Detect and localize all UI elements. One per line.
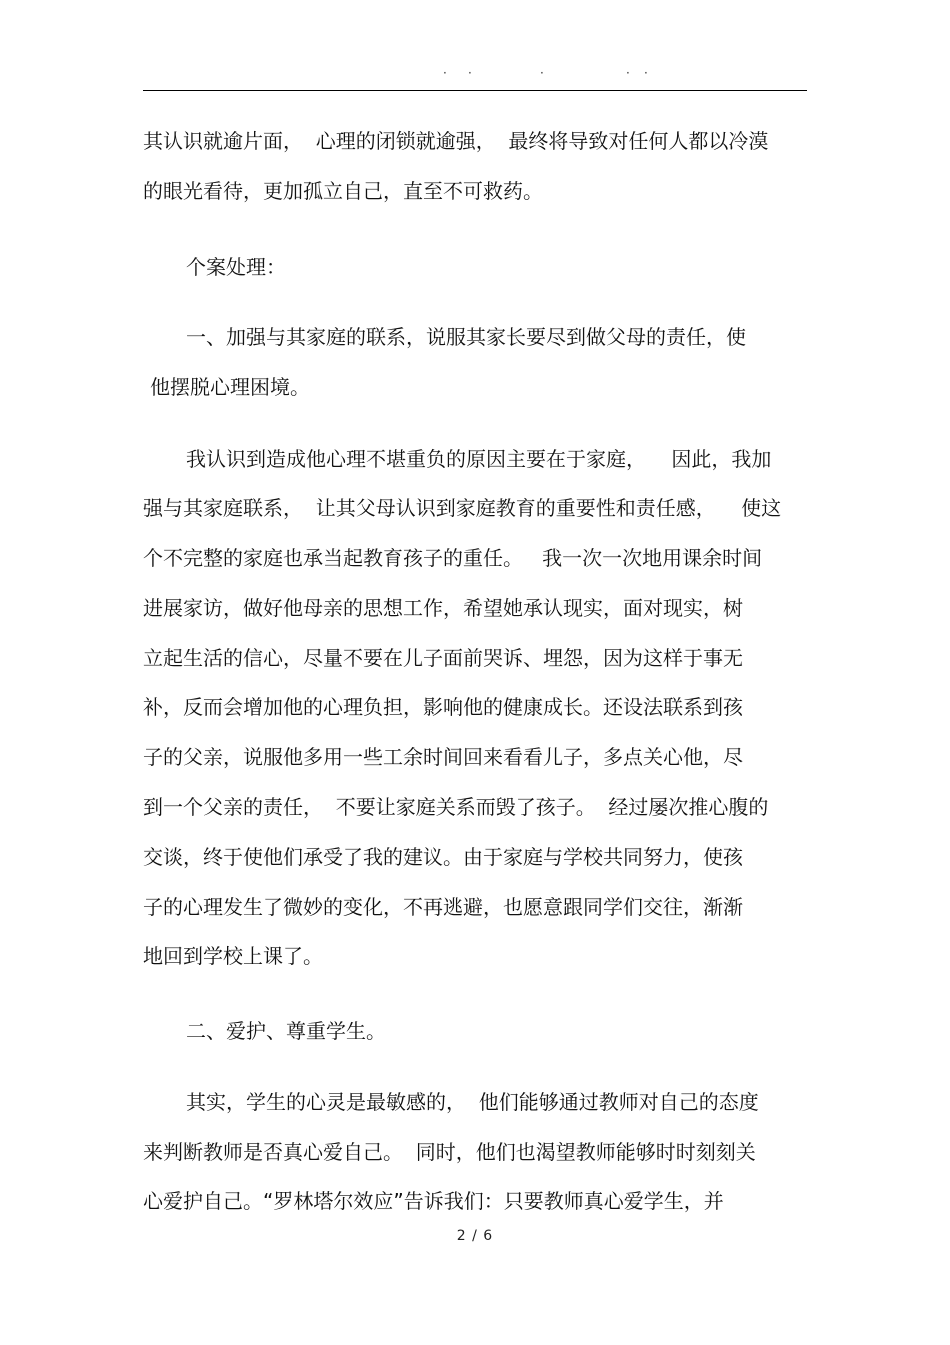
- text-line: 我认识到造成他心理不堪重负的原因主要在于家庭， 因此，我加: [186, 447, 772, 471]
- text-line: 的眼光看待，更加孤立自己，直至不可救药。: [143, 179, 543, 203]
- text-line: 其认识就逾片面， 心理的闭锁就逾强， 最终将导致对任何人都以冷漠: [143, 129, 769, 153]
- subsection-heading: 二、爱护、尊重学生。: [186, 1019, 386, 1043]
- header-dot: ·: [468, 66, 472, 80]
- text-line: 补，反而会增加他的心理负担，影响他的健康成长。还设法联系到孩: [143, 695, 743, 719]
- subsection-heading: 一、加强与其家庭的联系，说服其家长要尽到做父母的责任，使: [186, 325, 746, 349]
- page-number: 2 / 6: [456, 1228, 494, 1244]
- header-dot: ·: [540, 66, 544, 80]
- text-line: 子的父亲，说服他多用一些工余时间回来看看儿子，多点关心他，尽: [143, 745, 743, 769]
- text-line: 立起生活的信心，尽量不要在儿子面前哭诉、埋怨，因为这样于事无: [143, 646, 743, 670]
- text-line: 进展家访，做好他母亲的思想工作，希望她承认现实，面对现实，树: [143, 596, 743, 620]
- text-line: 交谈，终于使他们承受了我的建议。由于家庭与学校共同努力，使孩: [143, 845, 743, 869]
- header-dot: ·: [626, 66, 630, 80]
- text-line: 来判断教师是否真心爱自己。 同时，他们也渴望教师能够时时刻刻关: [143, 1140, 756, 1164]
- text-line: 心爱护自己。“罗林塔尔效应”告诉我们：只要教师真心爱学生，并: [143, 1189, 724, 1213]
- text-line: 其实，学生的心灵是最敏感的， 他们能够通过教师对自己的态度: [186, 1090, 759, 1114]
- section-heading: 个案处理：: [186, 255, 286, 279]
- header-dot: ·: [443, 66, 447, 80]
- subsection-heading: 他摆脱心理困境。: [150, 375, 310, 399]
- text-line: 个不完整的家庭也承当起教育孩子的重任。 我一次一次地用课余时间: [143, 546, 763, 570]
- header-rule: [143, 90, 807, 91]
- header-dot: ·: [644, 66, 648, 80]
- text-line: 地回到学校上课了。: [143, 944, 323, 968]
- text-line: 到一个父亲的责任， 不要让家庭关系而毁了孩子。 经过屡次推心腹的: [143, 795, 769, 819]
- text-line: 子的心理发生了微妙的变化，不再逃避，也愿意跟同学们交往，渐渐: [143, 895, 743, 919]
- header-dots: [0, 66, 950, 86]
- text-line: 强与其家庭联系， 让其父母认识到家庭教育的重要性和责任感， 使这: [143, 496, 782, 520]
